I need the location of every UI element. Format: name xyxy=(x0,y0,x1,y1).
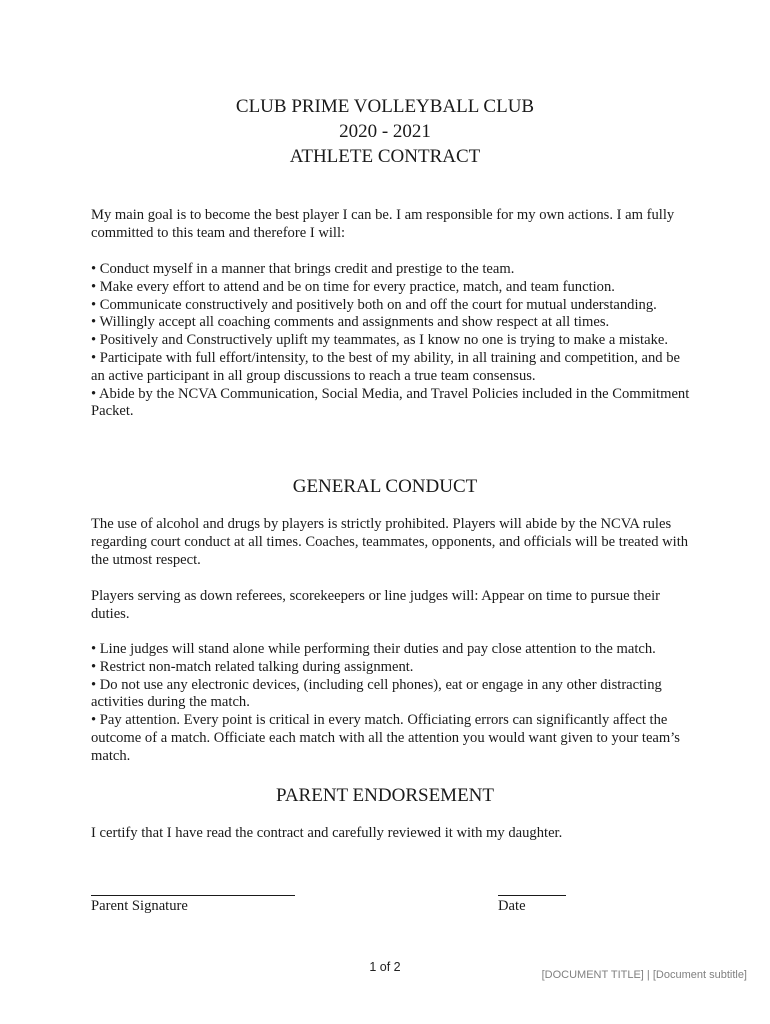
conduct-text: The use of alcohol and drugs by players is strictly prohibited. Players will abide by the NCVA rules regarding court conduct at all times. Coaches, teammates, opponents, and officials will be treated with the utmost respect. xyxy=(91,516,689,568)
list-item: • Restrict non-match related talking during assignment. xyxy=(91,658,414,675)
endorsement-statement xyxy=(91,825,691,843)
commitment-list xyxy=(91,261,691,421)
list-item: • Positively and Constructively uplift my teammates, as I know no one is trying to make a mistake. xyxy=(91,332,669,349)
general-conduct-heading: GENERAL CONDUCT xyxy=(292,476,478,497)
list-item: • Abide by the NCVA Communication, Social Media, and Travel Policies included in the Commitment Packet. xyxy=(91,385,690,420)
footer-document-title: [DOCUMENT TITLE] | [Document subtitle] xyxy=(541,969,747,981)
list-item: • Willingly accept all coaching comments and assignments and show respect at all times. xyxy=(91,314,610,331)
page-number: 1 of 2 xyxy=(369,960,401,974)
list-item: • Conduct myself in a manner that brings credit and prestige to the team. xyxy=(91,261,515,277)
parent-signature-line[interactable] xyxy=(91,895,295,896)
officials-list xyxy=(91,641,691,766)
club-name: CLUB PRIME VOLLEYBALL CLUB xyxy=(235,96,535,117)
list-item: • Participate with full effort/intensity, to the best of my ability, in all training and competition, and be an active participant in all group discussions to reach a true team consensus. xyxy=(91,349,681,384)
list-item: • Line judges will stand alone while performing their duties and pay close attention to the match. xyxy=(91,641,656,657)
list-item: • Pay attention. Every point is critical in every match. Officiating errors can significantly affect the outcome of a match. Officiate each match with all the attention you would want given to your team’s match. xyxy=(91,712,680,764)
document-title: ATHLETE CONTRACT xyxy=(289,146,481,167)
date-label: Date xyxy=(498,898,526,914)
officials-text: Players serving as down referees, scorekeepers or line judges will: Appear on time to pursue their duties. xyxy=(91,588,660,622)
list-item: • Do not use any electronic devices, (including cell phones), eat or engage in any other distracting activities during the match. xyxy=(91,676,662,711)
date-line[interactable] xyxy=(498,895,566,896)
intro-paragraph xyxy=(91,207,691,243)
list-item: • Make every effort to attend and be on time for every practice, match, and team function. xyxy=(91,278,615,295)
general-conduct-paragraph-2 xyxy=(91,588,691,624)
certify-text: I certify that I have read the contract and carefully reviewed it with my daughter. xyxy=(91,825,563,841)
intro-text: My main goal is to become the best player I can be. I am responsible for my own actions. I am fully committed to this team and therefore I will: xyxy=(91,207,675,241)
parent-endorsement-heading: PARENT ENDORSEMENT xyxy=(276,785,494,806)
season: 2020 - 2021 xyxy=(339,121,431,142)
general-conduct-paragraph-1 xyxy=(91,516,691,569)
document-header xyxy=(0,94,770,169)
list-item: • Communicate constructively and positively both on and off the court for mutual understanding. xyxy=(91,296,657,313)
parent-signature-label: Parent Signature xyxy=(91,898,188,914)
